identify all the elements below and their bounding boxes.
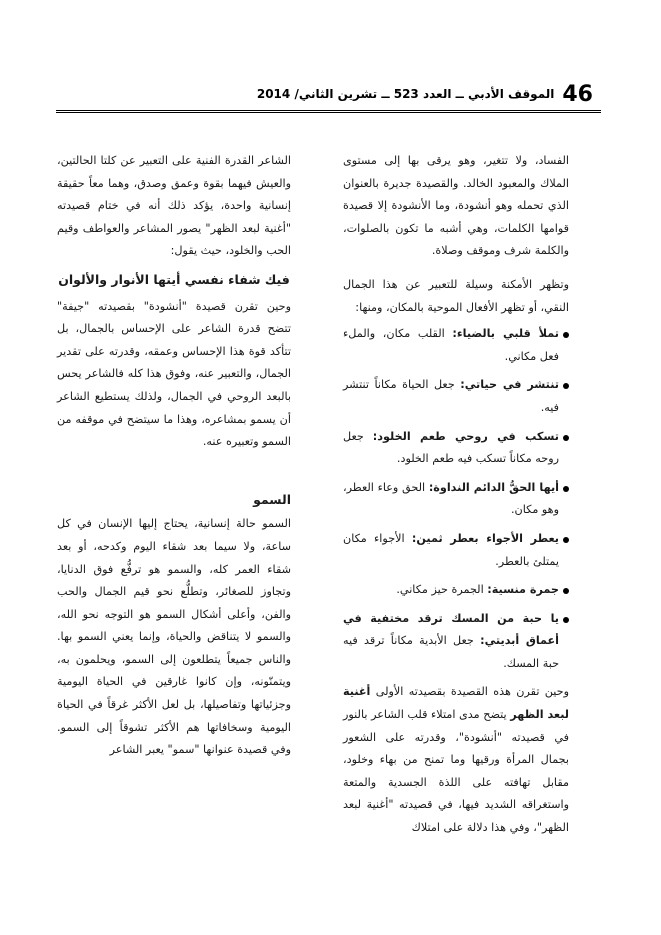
list-item-text: القلب مكان، والملء فعل مكاني. [343,327,559,363]
list-item [343,374,569,419]
list-item-text: الحق وعاء العطر، وهو مكان. [343,480,559,517]
list-item-text: الأجواء مكان يمتلئ بالعطر. [343,531,559,568]
paragraph-3-rest: يتضح مدى امتلاء قلب الشاعر بالنور في قصيدته "أنشودة"، وقدرته على الشعور بجمال المرأة ورقيها وما تمنح من بهاء وخلود، مقابل تهافته على اللذة الجسدية والمتعة واستغراقه الشديد فيها، في قصيدته "أغنية لبعد الظهر"، وفي هذا دلالة على امتلاك [343,708,569,835]
list-item [343,528,569,573]
section-spacer [57,465,291,489]
right-paragraph-3 [343,681,569,839]
place-verbs-list [343,323,569,675]
list-item-term: تنتشر في حياتي: [460,378,560,392]
bullet-icon [563,617,569,623]
page-header [63,78,593,110]
left-paragraph-1: الشاعر القدرة الفنية على التعبير عن كلتا الحالتين، والعيش فيهما بقوة وعمق وصدق، وهما معاً حقيقة إنسانية واحدة، يؤكد ذلك أنه في ختام قصيدته "أغنية لبعد الظهر" يصور المشاعر والعواطف وقيم الحب والخلود، حيث يقول: [57,154,291,258]
list-item [343,608,569,676]
list-item-term: تسكب في روحي طعم الخلود: [372,429,560,443]
verse-line: فيك شفاء نفسي أيتها الأنوار والألوان [58,271,290,287]
list-item-term: جمرة منسية: [487,583,559,597]
paragraph-3-start: وحين تقرن هذه القصيدة بقصيدته الأولى [370,685,569,699]
left-paragraph-2: وحين تقرن قصيدة "أنشودة" بقصيدته "جيفة" تتضح قدرة الشاعر على الإحساس بالجمال، بل تتأكد قوة هذا الإحساس وعمقه، وقدرته على تقدير الجمال، والتعبير عنه، وفوق هذا كله فالشاعر يحس بالبعد الروحي في الجمال، ولذلك يستطيع الشاعر أن يسمو بمشاعره، وهذا ما سيتضح في موقفه من السمو وتعبيره عنه. [57,299,291,449]
list-item [343,426,569,471]
list-item-text: الجمرة حيز مكاني. [396,583,488,597]
bullet-icon [563,435,569,441]
list-item-text: جعل روحه مكاناً تسكب فيه طعم الخلود. [343,429,559,466]
header-rule [56,110,601,113]
list-item [343,477,569,522]
bullet-icon [563,588,569,594]
list-item-term: أيها الحقُّ الدائم النداوة: [428,480,559,494]
list-item-term: تملأ قلبي بالضياء: [452,327,560,341]
bullet-icon [563,332,569,338]
section-heading: السمو [253,491,291,507]
right-column [343,150,569,851]
running-head: الموقف الأدبي ــ العدد 523 ــ تشرين الثاني/ 2014 [256,87,555,101]
right-paragraph-2: وتظهر الأمكنة وسيلة للتعبير عن هذا الجمال النقي، أو تظهر الأفعال الموحية بالمكان، ومنها: [343,277,569,314]
list-item-term: يعطر الأجواء بعطر ثمين: [411,531,559,545]
page-number: 46 [562,81,593,107]
left-column [57,150,291,773]
bullet-icon [563,486,569,492]
left-paragraph-3: السمو حالة إنسانية، يحتاج إليها الإنسان في كل ساعة، ولا سيما بعد شقاء اليوم وكدحه، أو بعد شقاء العمر كله، والسمو هو ترفُّع فوق الدنايا، وتجاوز للصغائر، وتطلُّع نحو قيم الجمال والحب والفن، وأعلى أشكال السمو هو التوجه نحو الله، والسمو لا يتناقض والحياة، وإنما يعني السمو بها. والناس جميعاً يتطلعون إلى السمو، ويحلمون به، ويتمنّونه، وإن كانوا غارقين في الحياة اليومية وجزئياتها وتفاصيلها، بل لعل الأكثر غرقاً في الحياة اليومية وسخافاتها هم الأكثر تشوقاً إلى السمو. وفي قصيدة عنوانها "سمو" يعبر الشاعر [57,517,291,757]
list-item-term: يا حبة من المسك ترقد مختفية في أعماق أبديتي: [343,611,560,648]
right-intro-paragraph: الفساد، ولا تتغير، وهو يرقى بها إلى مستوى الملاك والمعبود الخالد. والقصيدة جديرة بالعنوان الذي تحمله وهو أنشودة، وما الأنشودة إلا قصيدة قوامها الكلمات، وهي أشبه ما تكون بالصلوات، والكلمة شرف وموقف وصلاة. [343,154,569,258]
list-item-text: جعل الحياة مكاناً تنتشر فيه. [343,378,559,414]
bullet-icon [563,383,569,389]
list-item [343,323,569,368]
list-item [343,579,569,602]
bullet-icon [563,537,569,543]
poem-title: أغنية لبعد الظهر [343,685,569,722]
list-item-text: جعل الأبدية مكاناً ترقد فيه حبة المسك. [343,634,559,670]
